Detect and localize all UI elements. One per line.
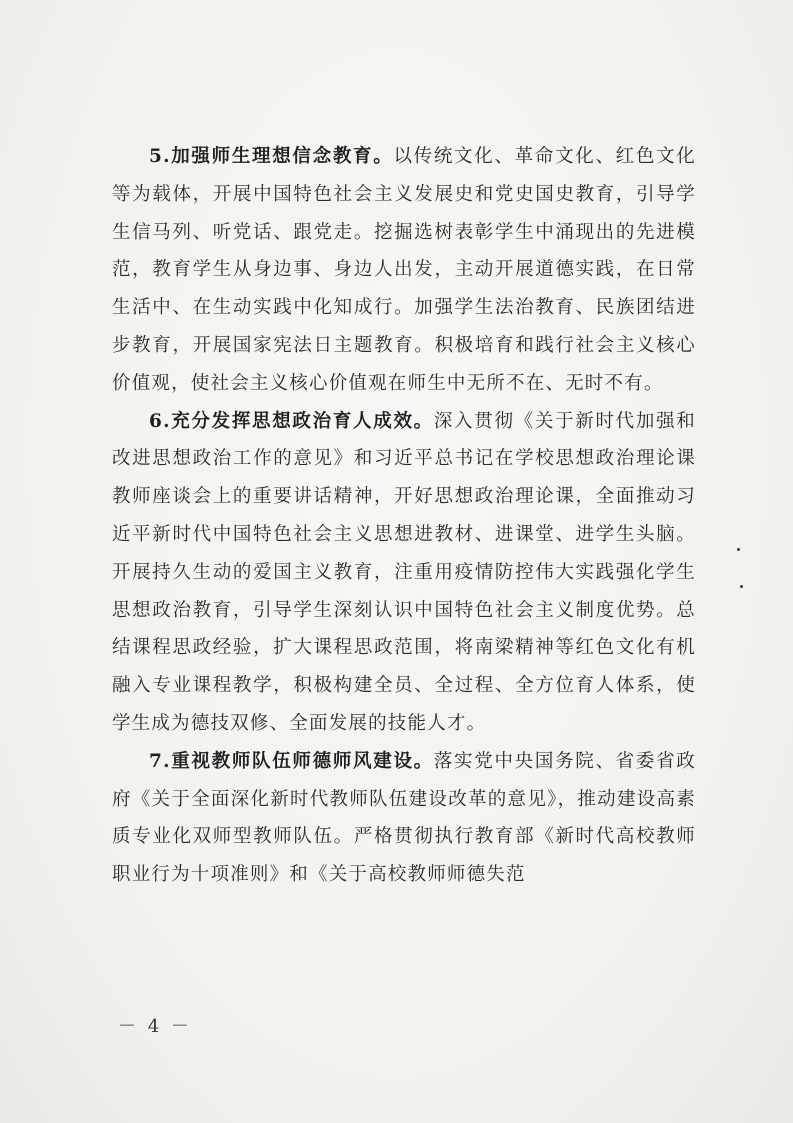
paragraph-7 <box>112 743 696 894</box>
document-body <box>112 138 696 894</box>
paragraph-7-heading: 7.重视教师队伍师德师风建设。 <box>149 750 434 772</box>
paragraph-6 <box>112 403 696 743</box>
paragraph-7-text: 落实党中央国务院、省委省政府《关于全面深化新时代教师队伍建设改革的意见》，推动建设高素质专业化双师型教师队伍。严格贯彻执行教育部《新时代高校教师职业行为十项准则》和《关于高校教师师德失范 <box>112 750 696 886</box>
paragraph-5-heading: 5.加强师生理想信念教育。 <box>149 146 394 167</box>
scan-speck <box>737 548 740 551</box>
paragraph-6-heading: 6.充分发挥思想政治育人成效。 <box>149 410 434 432</box>
paragraph-5-text: 以传统文化、革命文化、红色文化等为载体，开展中国特色社会主义发展史和党史国史教育，引导学生信马列、听党话、跟党走。挖掘选树表彰学生中涌现出的先进模范，教育学生从身边事、身边人出发，主动开展道德实践，在日常生活中、在生动实践中化知成行。加强学生法治教育、民族团结进步教育，开展国家宪法日主题教育。积极培育和践行社会主义核心价值观，使社会主义核心价值观在师生中无所不在、无时不有。 <box>112 146 696 394</box>
scan-speck <box>740 585 743 588</box>
page-number: － 4 － <box>118 1016 192 1037</box>
paragraph-6-text: 深入贯彻《关于新时代加强和改进思想政治工作的意见》和习近平总书记在学校思想政治理论课教师座谈会上的重要讲话精神，开好思想政治理论课，全面推动习近平新时代中国特色社会主义思想进教材、进课堂、进学生头脑。开展持久生动的爱国主义教育，注重用疫情防控伟大实践强化学生思想政治教育，引导学生深刻认识中国特色社会主义制度优势。总结课程思政经验，扩大课程思政范围，将南梁精神等红色文化有机融入专业课程教学，积极构建全员、全过程、全方位育人体系，使学生成为德技双修、全面发展的技能人才。 <box>112 410 696 734</box>
paragraph-5 <box>112 138 696 403</box>
